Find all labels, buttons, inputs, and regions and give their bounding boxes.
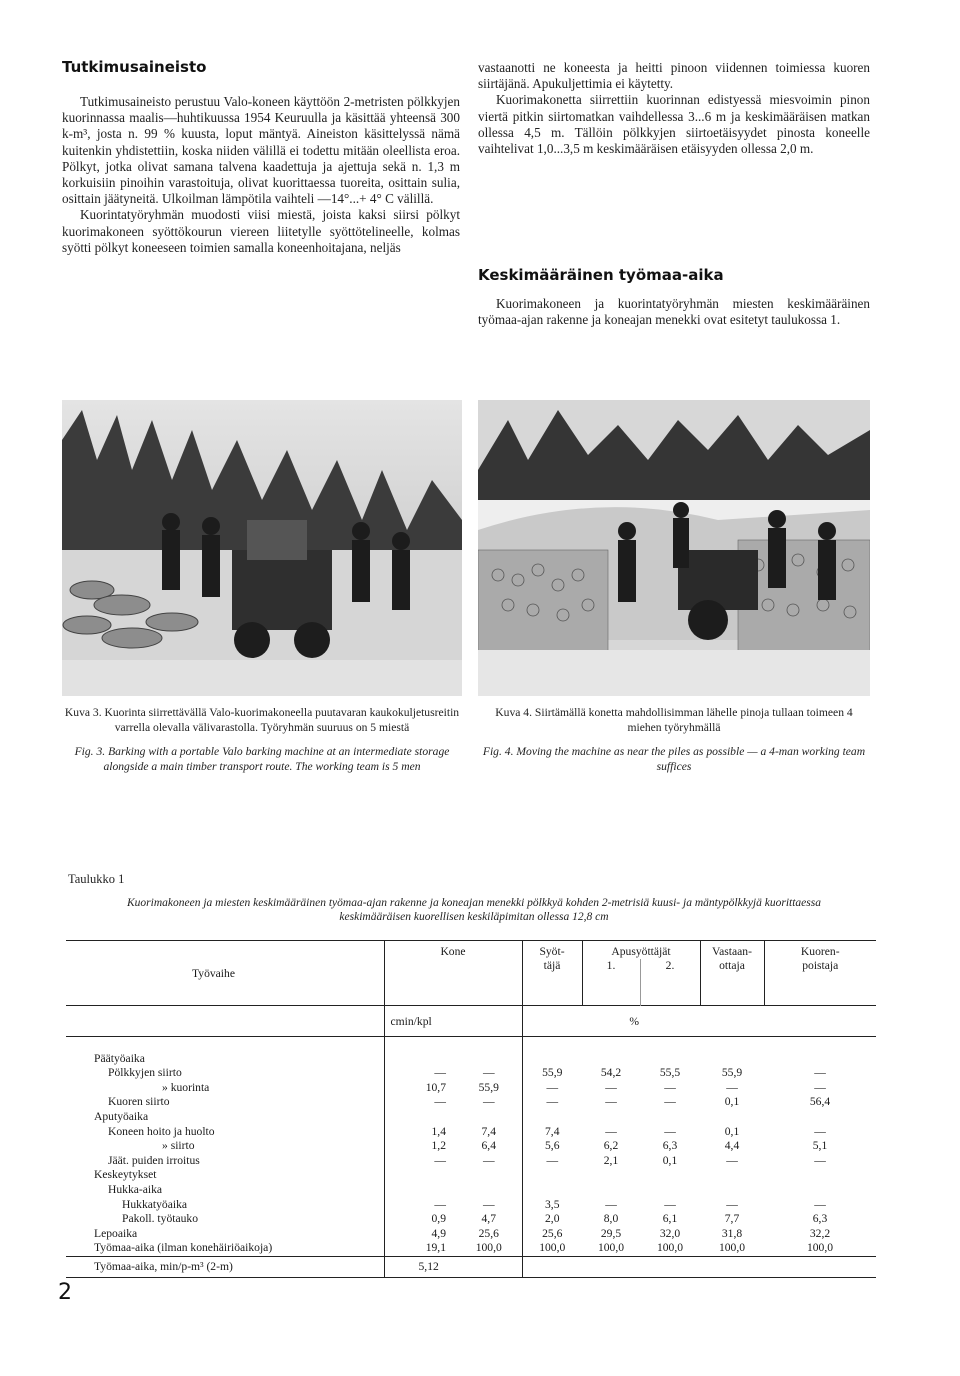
table-row — [66, 1241, 876, 1256]
table-row — [66, 1125, 876, 1140]
cell: 6,3 — [812, 1212, 828, 1226]
paragraph: vastaanotti ne koneesta ja heitti pinoon viidennen toimiessa kuoren siirtäjänä. Apukuljettimia ei käytetty. — [478, 60, 870, 92]
cell: 54,2 — [600, 1066, 622, 1080]
cell: — — [726, 1197, 738, 1211]
cell — [582, 1110, 640, 1125]
cell: 55,9 — [456, 1081, 522, 1096]
header-kuorenpoistaja-line1: Kuoren- — [800, 945, 840, 958]
cell: 0,1 — [724, 1124, 740, 1138]
section-heading-keskimaarainen: Keskimääräinen työmaa-aika — [478, 266, 724, 284]
cell — [700, 1110, 764, 1125]
data-table — [66, 940, 876, 1278]
cell: 25,6 — [456, 1227, 522, 1242]
cell: 7,4 — [545, 1124, 560, 1138]
footer-label: Työmaa-aika, min/p-m³ (2-m) — [66, 1256, 384, 1277]
cell: 32,0 — [659, 1226, 681, 1240]
cell: 3,5 — [545, 1197, 560, 1211]
cell: — — [814, 1066, 826, 1080]
cell — [700, 1168, 764, 1183]
cell: — — [814, 1124, 826, 1138]
photo-figure-4-image — [478, 400, 870, 696]
cell: 4,9 — [431, 1226, 446, 1240]
table-row — [66, 1183, 876, 1198]
cell: — — [456, 1198, 522, 1213]
cell: 0,9 — [431, 1212, 446, 1226]
cell — [456, 1052, 522, 1067]
table-description: Kuorimakoneen ja miesten keskimääräinen työmaa-ajan rakenne ja koneajan menekki pölkkyä kohden 2-metrisiä kuusi- ja mäntypölkkyjä kuorittaessa keskimääräisen kuorellisen keskiläpimitan ollessa 12,8 cm — [127, 897, 821, 923]
row-label: Pölkkyjen siirto — [66, 1066, 384, 1081]
cell — [456, 1168, 522, 1183]
cell: — — [664, 1124, 676, 1138]
row-label: » kuorinta — [66, 1081, 384, 1096]
cell — [456, 1110, 522, 1125]
page-number: 2 — [58, 1280, 72, 1305]
row-label: Keskeytykset — [66, 1168, 384, 1183]
figure-3-caption-fi: Kuva 3. Kuorinta siirrettävällä Valo-kuorimakoneella puutavaran kaukokuljetusreitin varrella olevalla välivarastolla. Työryhmän suuruus on 5 miestä — [64, 706, 460, 734]
header-apusyottajat: Apusyöttäjät — [582, 941, 700, 960]
header-kuorenpoistaja-line2: poistaja — [802, 959, 839, 972]
cell: 100,0 — [656, 1241, 684, 1255]
cell — [456, 1183, 522, 1198]
paragraph: Tutkimusaineisto perustuu Valo-koneen käyttöön 2-metristen pölkkyjen kuorinnassa maalis—huhtikuussa 1954 Keuruulla ja käsittää yhteensä 300 k-m³, josta n. 99 % kuusta, loput mäntyä. Aineiston käsittelyssä nämä kuitenkin yhdistettiin, koska niiden välillä ei todettu mitään oleellista eroa. Pölkyt, jotka olivat samana talvena kaadettuja ja ajettuja sekä n. 1,3 m korkuisiin pinoihin varastoituja, olivat kuorittaessa tuoreita, osittain sulia, osittain jäätyneitä. Ulkoilman lämpötila vaihteli —14°...+ 4° C välillä. — [62, 94, 460, 207]
row-label: Koneen hoito ja huolto — [66, 1125, 384, 1140]
cell: — — [605, 1124, 617, 1138]
cell: 55,5 — [659, 1066, 681, 1080]
table-title: Taulukko 1 — [68, 872, 125, 886]
cell — [640, 1183, 700, 1198]
header-unit-empty — [66, 1006, 384, 1037]
cell: — — [434, 1066, 446, 1080]
row-label: Jäät. puiden irroitus — [66, 1154, 384, 1169]
table-row — [66, 1095, 876, 1110]
cell: 6,1 — [662, 1212, 678, 1226]
cell: 8,0 — [603, 1212, 619, 1226]
cell: — — [726, 1080, 738, 1094]
cell: 2,1 — [603, 1153, 619, 1167]
cell: 31,8 — [721, 1226, 743, 1240]
cell: — — [605, 1095, 617, 1109]
paragraph: Kuorintatyöryhmän muodosti viisi miestä, joista kaksi siirsi pölkyt kuorimakoneen syöttökourun viereen liitetylle syöttötelineelle, kolmas syötti pölkyt koneeseen toimien samalla koneenhoitajana, neljäs — [62, 207, 460, 255]
table-container — [66, 940, 876, 1278]
cell: 29,5 — [600, 1226, 622, 1240]
cell — [640, 1168, 700, 1183]
table-row — [66, 1066, 876, 1081]
table-row — [66, 1110, 876, 1125]
photo-figure-3 — [62, 400, 462, 696]
figure-4-caption-en: Fig. 4. Moving the machine as near the piles as possible — a 4-man working team suffices — [482, 745, 866, 773]
cell — [764, 1110, 876, 1125]
cell: 100,0 — [806, 1241, 834, 1255]
cell: 1,4 — [431, 1124, 446, 1138]
header-syottaja-line1: Syöt- — [539, 945, 565, 958]
cell: 55,9 — [542, 1066, 563, 1080]
cell: 5,1 — [812, 1139, 828, 1153]
cell: 0,1 — [724, 1095, 740, 1109]
cell — [700, 1183, 764, 1198]
cell: — — [814, 1197, 826, 1211]
cell: 32,2 — [809, 1226, 831, 1240]
table-footer — [66, 1256, 876, 1277]
header-tyovaihe: Työvaihe — [66, 941, 384, 1006]
cell — [384, 1168, 456, 1183]
cell: 56,4 — [809, 1095, 831, 1109]
table-row — [66, 1227, 876, 1242]
cell: — — [434, 1153, 446, 1167]
header-vastaanottaja-line2: ottaja — [719, 959, 745, 972]
header-kone: Kone — [384, 941, 522, 1006]
cell: 2,0 — [545, 1212, 560, 1226]
cell: — — [605, 1197, 617, 1211]
row-label: Hukkatyöaika — [66, 1198, 384, 1213]
cell: — — [814, 1080, 826, 1094]
row-label: Lepoaika — [66, 1227, 384, 1242]
photo-figure-3-image — [62, 400, 462, 696]
table-rows — [66, 1052, 876, 1257]
cell: 55,9 — [721, 1066, 743, 1080]
cell — [522, 1110, 582, 1125]
cell: — — [456, 1066, 522, 1081]
cell: 25,6 — [542, 1226, 563, 1240]
footer-value: 5,12 — [384, 1256, 522, 1277]
cell — [582, 1052, 640, 1067]
cell: 7,7 — [724, 1212, 740, 1226]
table-row — [66, 1139, 876, 1154]
cell: 6,4 — [456, 1139, 522, 1154]
cell: 0,1 — [662, 1153, 678, 1167]
row-label: Pakoll. työtauko — [66, 1212, 384, 1227]
table-row — [66, 1198, 876, 1213]
left-column-text — [62, 94, 460, 256]
row-label: Aputyöaika — [66, 1110, 384, 1125]
cell: 19,1 — [425, 1241, 446, 1255]
cell: — — [814, 1153, 826, 1167]
figure-3-caption — [62, 706, 462, 774]
figure-4-caption — [478, 706, 870, 774]
cell — [522, 1183, 582, 1198]
table-row — [66, 1052, 876, 1067]
cell — [764, 1168, 876, 1183]
header-unit-machine: cmin/kpl — [384, 1006, 522, 1037]
row-label: Työmaa-aika (ilman konehäiriöaikoja) — [66, 1241, 384, 1256]
row-label: Hukka-aika — [66, 1183, 384, 1198]
cell — [640, 1110, 700, 1125]
cell: 4,4 — [724, 1139, 740, 1153]
cell: 7,4 — [456, 1125, 522, 1140]
photo-figure-4 — [478, 400, 870, 696]
header-vastaanottaja — [700, 941, 764, 1006]
right-column-text — [478, 60, 870, 157]
paragraph: Kuorimakonetta siirrettiin kuorinnan edistyessä miesvoimin pinon viertä pitkin siirtomatkan vaihdellessa 3...6 m ja keskimääräisen matkan ollessa 4,5 m. Tällöin pölkkyjen siirtoetäisyydet pinosta koneelle vaihtelivat 1,0...3,5 m keskimääräisen etäisyyden ollessa 2,0 m. — [478, 92, 870, 157]
cell: — — [726, 1153, 738, 1167]
header-apu-1: 1. — [582, 959, 640, 1006]
cell — [640, 1052, 700, 1067]
cell — [384, 1110, 456, 1125]
header-vastaanottaja-line1: Vastaan- — [712, 945, 752, 958]
cell — [522, 1052, 582, 1067]
cell: — — [456, 1095, 522, 1110]
cell: 100,0 — [456, 1241, 522, 1256]
cell: 1,2 — [431, 1139, 446, 1153]
table-row — [66, 1212, 876, 1227]
cell: — — [664, 1080, 676, 1094]
table-row — [66, 1154, 876, 1169]
cell: — — [664, 1095, 676, 1109]
cell — [700, 1052, 764, 1067]
header-apu-2: 2. — [640, 959, 700, 1006]
cell — [582, 1168, 640, 1183]
cell: — — [434, 1197, 446, 1211]
right-column-text-2 — [478, 296, 870, 328]
table-row — [66, 1168, 876, 1183]
cell: 100,0 — [597, 1241, 625, 1255]
paragraph: Kuorimakoneen ja kuorintatyöryhmän miesten keskimääräinen työmaa-ajan rakenne ja koneajan menekki ovat esitetyt taulukossa 1. — [478, 296, 870, 328]
cell: — — [546, 1153, 559, 1167]
header-syottaja — [522, 941, 582, 1006]
cell — [582, 1183, 640, 1198]
cell: — — [664, 1197, 676, 1211]
cell: — — [546, 1080, 559, 1094]
table-body — [66, 1037, 876, 1052]
cell — [764, 1052, 876, 1067]
cell — [764, 1183, 876, 1198]
cell — [522, 1168, 582, 1183]
header-syottaja-line2: täjä — [543, 959, 561, 972]
cell: — — [546, 1095, 559, 1109]
cell — [384, 1052, 456, 1067]
cell: 5,6 — [545, 1139, 560, 1153]
row-label: » siirto — [66, 1139, 384, 1154]
cell: — — [605, 1080, 617, 1094]
cell: 100,0 — [718, 1241, 746, 1255]
cell: 6,2 — [603, 1139, 619, 1153]
row-label: Päätyöaika — [66, 1052, 384, 1067]
cell — [384, 1183, 456, 1198]
section-heading-tutkimusaineisto: Tutkimusaineisto — [62, 58, 207, 76]
cell: 100,0 — [539, 1241, 566, 1255]
header-unit-percent: % — [629, 1014, 640, 1028]
figure-3-caption-en: Fig. 3. Barking with a portable Valo barking machine at an intermediate storage alongside a main timber transport route. The working team is 5 men — [74, 745, 450, 773]
cell: — — [434, 1095, 446, 1109]
header-kuorenpoistaja — [764, 941, 876, 1006]
cell: 6,3 — [662, 1139, 678, 1153]
cell: 4,7 — [456, 1212, 522, 1227]
cell: 10,7 — [425, 1080, 446, 1094]
row-label: Kuoren siirto — [66, 1095, 384, 1110]
figure-4-caption-fi: Kuva 4. Siirtämällä konetta mahdollisimman lähelle pinoja tullaan toimeen 4 miehen työryhmällä — [495, 706, 853, 734]
cell: — — [456, 1154, 522, 1169]
table-row — [66, 1081, 876, 1096]
